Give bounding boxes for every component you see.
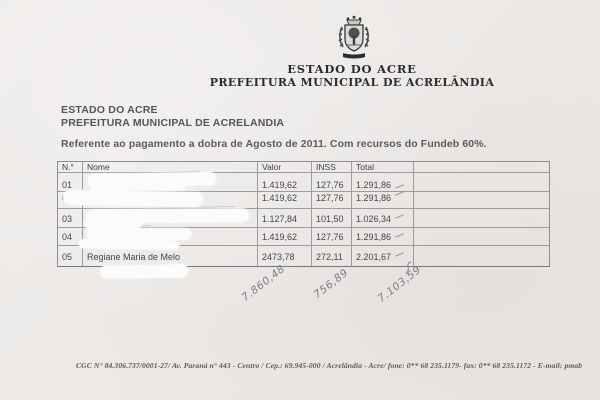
col-header-extra xyxy=(414,162,549,173)
redaction-whiteout xyxy=(63,190,203,207)
handwritten-tick xyxy=(395,253,404,258)
handwritten-valor-sum: 7.860,48 xyxy=(239,262,288,304)
col-header-nome: Nome xyxy=(83,162,258,173)
cell-nome: Regiane Maria de Melo xyxy=(83,246,258,266)
handwritten-curl-mark xyxy=(401,261,415,276)
cell-valor: 1.127,84 xyxy=(258,209,312,228)
redaction-whiteout xyxy=(87,228,191,240)
cell-valor: 1.419,62 xyxy=(258,173,312,192)
cell-total xyxy=(352,228,414,246)
handwritten-total-sum: 7.103,59 xyxy=(375,263,424,305)
cell-extra xyxy=(414,209,549,228)
cell-total xyxy=(352,209,414,228)
doc-header-state: ESTADO DO ACRE xyxy=(61,104,158,116)
handwritten-tick xyxy=(395,215,404,220)
col-header-valor: Valor xyxy=(258,162,312,173)
cell-total xyxy=(352,192,414,209)
redaction-whiteout xyxy=(100,264,188,279)
handwritten-inss-sum: 756,89 xyxy=(311,266,351,301)
cell-inss: 272,11 xyxy=(312,246,352,266)
total-value: 1.291,86 xyxy=(356,232,392,242)
cell-extra xyxy=(414,228,549,246)
cell-valor: 1.419,62 xyxy=(258,192,312,209)
cell-extra xyxy=(414,246,549,266)
total-value: 1.291,86 xyxy=(356,193,392,203)
cell-extra xyxy=(414,192,549,209)
redaction-whiteout xyxy=(90,182,186,190)
total-value: 2.201,67 xyxy=(356,251,392,262)
document-footer: CGC N° 84.306.737/0001-27/ Av. Paraná n° 443 - Centro / Cep.: 69.945-000 / Acrelândia - Acre/ fone: 0** 68 235.1179- fax: 0** 68 235.1172 - E-mail: pmab xyxy=(76,361,583,370)
doc-header-municipality: PREFEITURA MUNICIPAL DE ACRELANDIA xyxy=(61,117,285,129)
cell-inss: 127,76 xyxy=(312,228,352,246)
redaction-whiteout xyxy=(84,220,142,228)
handwritten-tick xyxy=(395,233,404,238)
handwritten-tick xyxy=(395,184,404,189)
total-value: 1.026,34 xyxy=(356,213,392,224)
cell-num: 04 xyxy=(58,228,83,246)
letterhead-municipality: PREFEITURA MUNICIPAL DE ACRELÂNDIA xyxy=(209,76,495,89)
cell-inss: 101,50 xyxy=(312,209,352,228)
col-header-inss: INSS xyxy=(312,162,352,173)
col-header-num: N.° xyxy=(58,162,83,173)
handwritten-tick xyxy=(395,192,404,196)
cell-total xyxy=(352,173,414,192)
cell-num: 01 xyxy=(58,173,83,192)
cell-valor: 2473,78 xyxy=(258,246,312,266)
cell-inss: 127,76 xyxy=(312,192,352,209)
cell-num: 05 xyxy=(58,246,83,266)
col-header-total: Total xyxy=(352,162,414,173)
doc-subject-line: Referente ao pagamento a dobra de Agosto de 2011. Com recursos do Fundeb 60%. xyxy=(61,138,487,150)
cell-extra xyxy=(414,173,549,192)
letterhead-state: ESTADO DO ACRE xyxy=(287,62,417,76)
table-header-row xyxy=(58,162,549,173)
redaction-whiteout xyxy=(79,239,179,250)
cell-inss: 127,76 xyxy=(312,173,352,192)
total-value: 1.291,86 xyxy=(356,180,392,190)
cell-num: 03 xyxy=(58,209,83,228)
coat-of-arms-icon xyxy=(330,13,378,63)
cell-valor: 1.419,62 xyxy=(258,228,312,246)
